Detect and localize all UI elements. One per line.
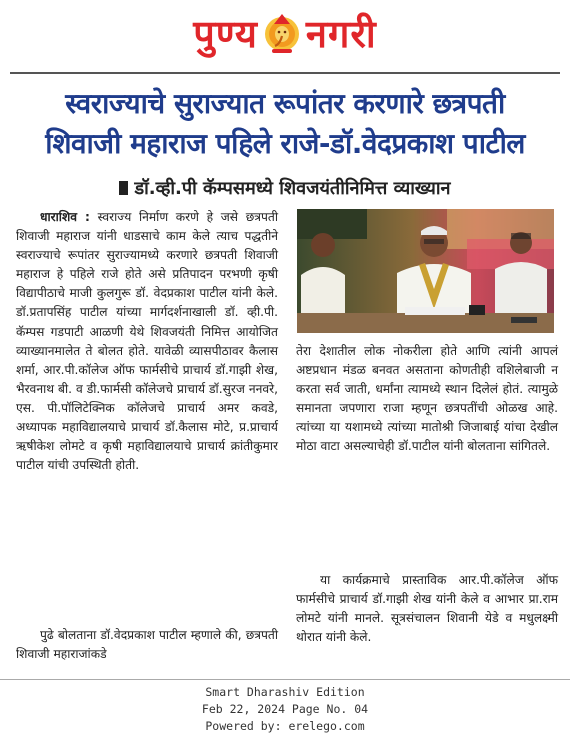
ganesha-emblem-icon bbox=[262, 10, 302, 56]
masthead bbox=[0, 0, 570, 66]
top-divider bbox=[10, 72, 560, 74]
article-paragraph-1 bbox=[16, 208, 278, 475]
subheadline-text: डॉ.व्ही.पी कॅम्पसमध्ये शिवजयंतीनिमित्त व्याख्यान bbox=[134, 178, 451, 199]
event-photo-image bbox=[297, 209, 554, 333]
edition-date-page: Feb 22, 2024 Page No. 04 bbox=[201, 702, 369, 716]
event-photo bbox=[297, 209, 554, 333]
article-paragraph-4: या कार्यक्रमाचे प्रास्ताविक आर.पी.कॉलेज ऑफ फार्मसीचे प्राचार्य डॉ.गाझी शेख यांनी केले व आभार प्रा.राम लोमटे यांनी मानले. सूत्रसंचालन शिवानी येडे व मधुलक्ष्मी थोरात यांनी केले. bbox=[296, 573, 558, 645]
dateline: धाराशिव : bbox=[40, 210, 90, 224]
article-paragraph-3: तेरा देशातील लोक नोकरीला होते आणि त्यांनी आपलं अष्टप्रधान मंडळ बनवत असताना कोणतीही वशिलेबाजी न करता सर्व जाती, धर्मांना त्यामध्ये स्थान दिलेलं होतं. त्यामुळे समानता जपणारा राजा म्हणून छत्रपतींची ओळख आहे. त्यांच्या या यशामध्ये त्यांच्या मातोश्री जिजाबाई यांचा देखील मोठा वाटा असल्याचेही डॉ.पाटील यांनी बोलताना सांगितले. bbox=[296, 344, 558, 454]
headline bbox=[10, 84, 560, 164]
headline-line-2: शिवाजी महाराज पहिले राजे-डॉ.वेदप्रकाश पाटील bbox=[45, 127, 525, 160]
headline-line-1: स्वराज्याचे सुराज्यात रूपांतर करणारे छत्रपती bbox=[65, 87, 505, 120]
article-paragraph-1-text: स्वराज्य निर्माण करणे हे जसे छत्रपती शिवाजी महाराज यांनी धाडसाचे काम केले त्याच पद्धतीने स्वराज्याचे रूपांतर सुराज्यामध्ये करणारे छत्रपती शिवाजी महाराज हे पहिले राजे होते असे प्रतिपादन परभणी कृषी विद्यापीठाचे माजी कुलगुरू डॉ. वेदप्रकाश पाटील यांनी केले. डॉ.प्रतापसिंह पाटील यांच्या मार्गदर्शनाखाली डॉ. व्ही.पी. कॅम्पस गडपाटी आळणी येथे शिवजयंती निमित्त आयोजित व्याख्यानमालेत ते बोलत होते. यावेळी व्यासपीठावर कैलास शर्मा, आर.पी.कॉलेज ऑफ फार्मसीचे प्राचार्य डॉ.गाझी शेख, भैरवनाथ बी. व डी.फार्मसी कॉलेजचे प्राचार्य डॉ.सुरज ननवरे, एस. पी.पॉलिटेक्निक कॉलेजचे प्राचार्य अमर कवडे, अध्यापक महाविद्यालयाचे प्राचार्य डॉ.कैलास मोटे, प्र.प्राचार्य ऋषीकेश लोमटे व कृषी महाविद्यालयाचे प्राचार्य क्रांतीकुमार पाटील यांची उपस्थिती होती. bbox=[16, 210, 278, 473]
edition-label: Smart Dharashiv Edition bbox=[205, 685, 365, 699]
subheadline bbox=[10, 176, 560, 200]
newspaper-logo bbox=[193, 7, 377, 59]
footer bbox=[0, 684, 570, 735]
article-paragraph-2: पुढे बोलताना डॉ.वेदप्रकाश पाटील म्हणाले की, छत्रपती शिवाजी महाराजांकडे bbox=[16, 628, 278, 662]
masthead-word-1: पुण्य bbox=[193, 12, 258, 56]
footer-divider bbox=[0, 679, 570, 680]
masthead-word-2: नगरी bbox=[305, 12, 377, 56]
powered-by: Powered by: erelego.com bbox=[205, 719, 365, 733]
square-bullet-icon bbox=[119, 181, 128, 195]
